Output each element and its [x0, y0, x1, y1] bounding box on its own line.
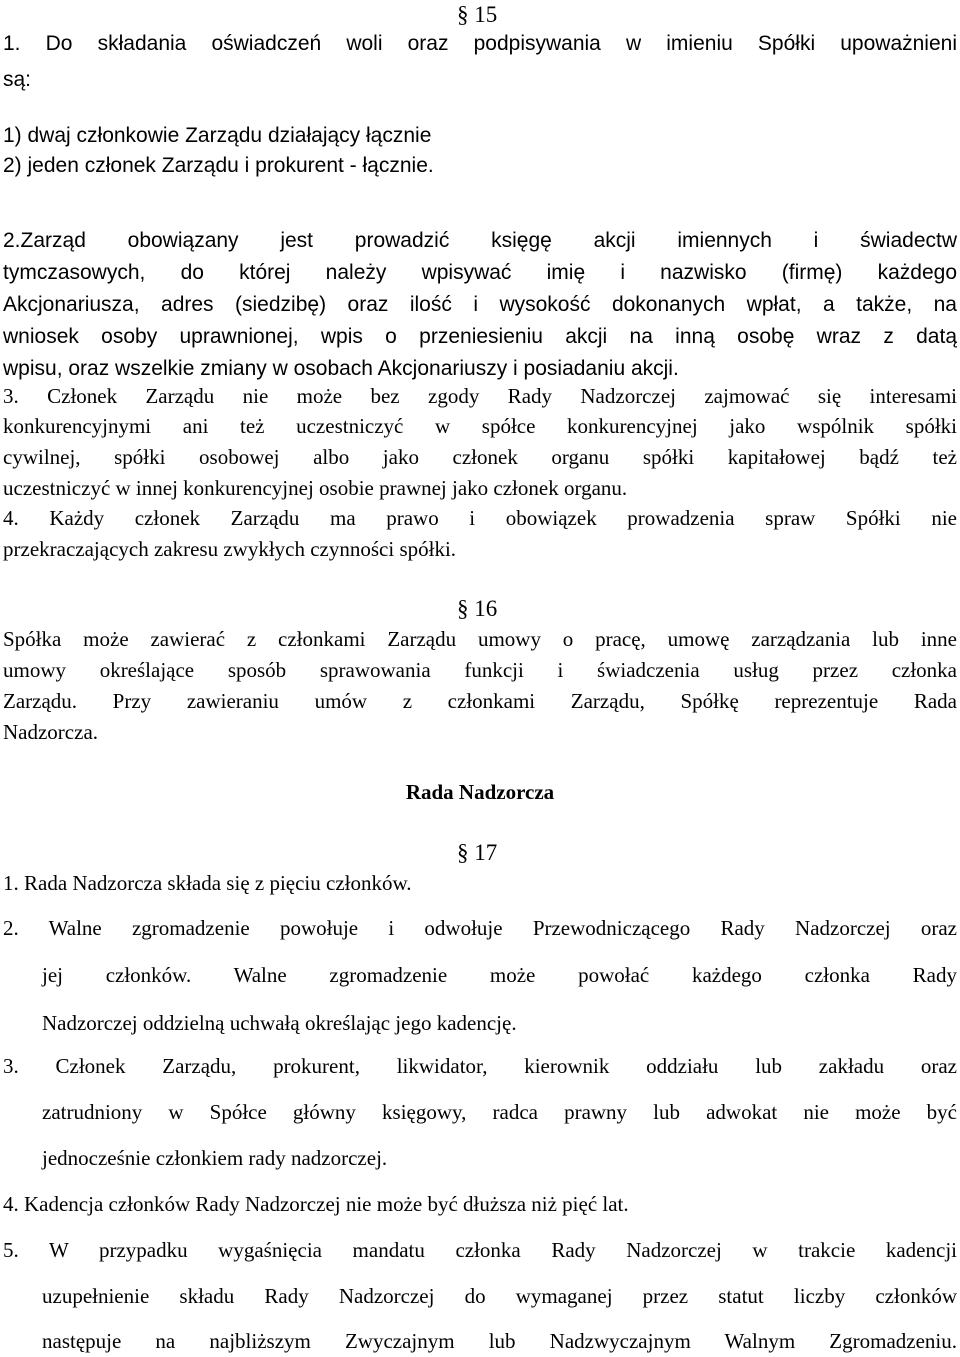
s15-line-11: konkurencyjnymi ani też uczestniczyć w spółce konkurencyjnej jako wspólnik spółki	[3, 414, 957, 438]
s16-line-4: Nadzorcza.	[3, 720, 99, 744]
s15-line-4: 2) jeden członek Zarządu i prokurent - łącznie.	[3, 154, 434, 177]
s16-line-3: Zarządu. Przy zawieraniu umów z członkami Zarządu, Spółkę reprezentuje Rada	[3, 689, 957, 713]
s17-line-2: 2. Walne zgromadzenie powołuje i odwołuje Przewodniczącego Rady Nadzorczej oraz	[3, 916, 957, 940]
s15-line-12: cywilnej, spółki osobowej albo jako członek organu spółki kapitałowej bądź też	[3, 445, 957, 469]
s15-line-10: 3. Członek Zarządu nie może bez zgody Rady Nadzorczej zajmować się interesami	[3, 384, 957, 408]
s17-line-1: 1. Rada Nadzorcza składa się z pięciu członków.	[3, 871, 412, 895]
s17-line-6: zatrudniony w Spółce główny księgowy, radca prawny lub adwokat nie może być	[42, 1100, 957, 1124]
s15-line-2: są:	[3, 68, 32, 91]
paragraph-15-sign: § 15	[457, 2, 498, 27]
s17-line-10: uzupełnienie składu Rady Nadzorczej do wymaganej przez statut liczby członków	[42, 1284, 957, 1308]
s15-line-5: 2.Zarząd obowiązany jest prowadzić księgę akcji imiennych i świadectw	[3, 229, 957, 252]
s15-line-7: Akcjonariusza, adres (siedzibę) oraz ilość i wysokość dokonanych wpłat, a także, na	[3, 293, 957, 316]
paragraph-17-sign: § 17	[457, 840, 498, 865]
s17-line-9: 5. W przypadku wygaśnięcia mandatu członka Rady Nadzorczej w trakcie kadencji	[3, 1238, 957, 1262]
s17-line-4: Nadzorczej oddzielną uchwałą określając jego kadencję.	[42, 1011, 517, 1035]
s15-line-1: 1. Do składania oświadczeń woli oraz podpisywania w imieniu Spółki upoważnieni	[3, 32, 957, 55]
s16-line-2: umowy określające sposób sprawowania funkcji i świadczenia usług przez członka	[3, 658, 957, 682]
s15-line-13: uczestniczyć w innej konkurencyjnej osobie prawnej jako członek organu.	[3, 476, 628, 500]
s17-line-3: jej członków. Walne zgromadzenie może powołać każdego członka Rady	[42, 963, 957, 987]
s15-line-8: wniosek osoby uprawnionej, wpis o przeniesieniu akcji na inną osobę wraz z datą	[3, 325, 957, 348]
s16-line-1: Spółka może zawierać z członkami Zarządu umowy o pracę, umowę zarządzania lub inne	[3, 627, 957, 651]
paragraph-16-sign: § 16	[457, 596, 498, 621]
s17-line-7: jednocześnie członkiem rady nadzorczej.	[42, 1146, 388, 1170]
s17-line-5: 3. Członek Zarządu, prokurent, likwidator, kierownik oddziału lub zakładu oraz	[3, 1054, 957, 1078]
s15-line-14: 4. Każdy członek Zarządu ma prawo i obowiązek prowadzenia spraw Spółki nie	[3, 506, 957, 530]
s15-line-15: przekraczających zakresu zwykłych czynności spółki.	[3, 537, 457, 561]
section-heading: Rada Nadzorcza	[405, 780, 555, 804]
s15-line-9: wpisu, oraz wszelkie zmiany w osobach Akcjonariuszy i posiadaniu akcji.	[3, 357, 679, 380]
s15-line-3: 1) dwaj członkowie Zarządu działający łącznie	[3, 124, 432, 147]
s15-line-6: tymczasowych, do której należy wpisywać imię i nazwisko (firmę) każdego	[3, 261, 957, 284]
s17-line-8: 4. Kadencja członków Rady Nadzorczej nie może być dłuższa niż pięć lat.	[3, 1192, 629, 1216]
s17-line-11: następuje na najbliższym Zwyczajnym lub Nadzwyczajnym Walnym Zgromadzeniu.	[42, 1329, 957, 1353]
